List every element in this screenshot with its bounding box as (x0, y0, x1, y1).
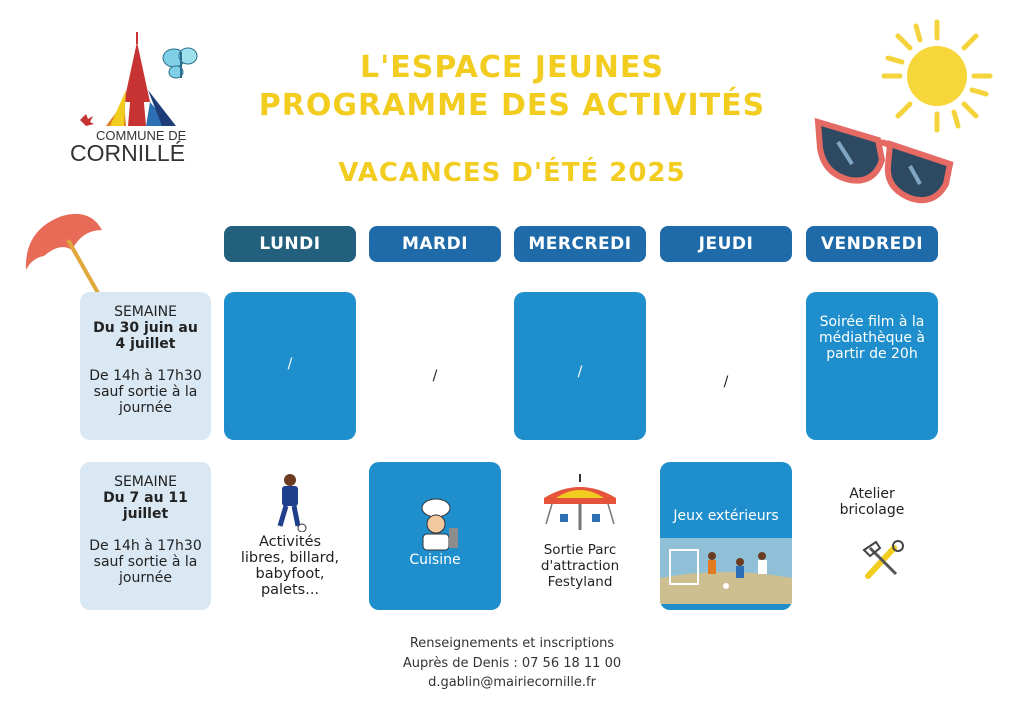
page-subtitle: VACANCES D'ÉTÉ 2025 (338, 158, 686, 188)
activity-text: / (577, 364, 583, 380)
activity-cell (806, 292, 938, 440)
week-label-2 (80, 462, 211, 610)
activity-text: Sortie Parc d'attraction Festyland (540, 542, 620, 590)
week-label-text: SEMAINE (114, 474, 177, 490)
activity-cell (369, 462, 501, 610)
week-dates: Du 30 juin au 4 juillet (93, 320, 198, 352)
week-label-1 (80, 292, 211, 440)
week-dates: Du 7 au 11 juillet (103, 490, 188, 522)
activity-text: / (432, 368, 438, 384)
carousel-icon (538, 474, 622, 532)
week-hours: De 14h à 17h30 sauf sortie à la journée (89, 368, 202, 416)
activity-text: Atelier bricolage (839, 486, 905, 518)
outdoor-games-icon (660, 538, 792, 604)
footer-info: Renseignements et inscriptions (409, 636, 615, 651)
activity-text: / (287, 356, 293, 372)
week-label-text: SEMAINE (114, 304, 177, 320)
page-title: L'ESPACE JEUNES (359, 50, 665, 85)
day-header-mercredi: MERCREDI (514, 226, 646, 262)
chef-icon (411, 498, 461, 554)
footer-contact: Auprès de Denis : 07 56 18 11 00 (402, 656, 622, 671)
logo-line2: CORNILLÉ (70, 140, 186, 166)
page-title-line2: PROGRAMME DES ACTIVITÉS (258, 88, 766, 123)
day-header-jeudi: JEUDI (660, 226, 792, 262)
day-header-lundi: LUNDI (224, 226, 356, 262)
day-header-mardi: MARDI (369, 226, 501, 262)
tools-icon (860, 538, 906, 584)
activity-cell (806, 462, 938, 610)
activity-cell (514, 292, 646, 440)
football-player-icon (270, 472, 310, 532)
activity-text: Jeux extérieurs (673, 508, 779, 524)
activity-cell (369, 292, 501, 440)
activity-cell (660, 462, 792, 610)
umbrella-icon (20, 208, 110, 303)
activity-text: Activités libres, billard, babyfoot, palets... (240, 534, 340, 598)
logo-line1: COMMUNE DE (96, 128, 187, 143)
activity-cell (514, 462, 646, 610)
activity-text: Soirée film à la médiathèque à partir de 20h (819, 314, 925, 362)
activity-text: / (723, 374, 729, 390)
activity-cell (660, 292, 792, 440)
footer-email: d.gablin@mairiecornille.fr (428, 675, 596, 690)
day-header-vendredi: VENDREDI (806, 226, 938, 262)
activity-cell (224, 462, 356, 610)
activity-cell (224, 292, 356, 440)
activity-text: Cuisine (409, 552, 461, 568)
week-hours: De 14h à 17h30 sauf sortie à la journée (89, 538, 202, 586)
